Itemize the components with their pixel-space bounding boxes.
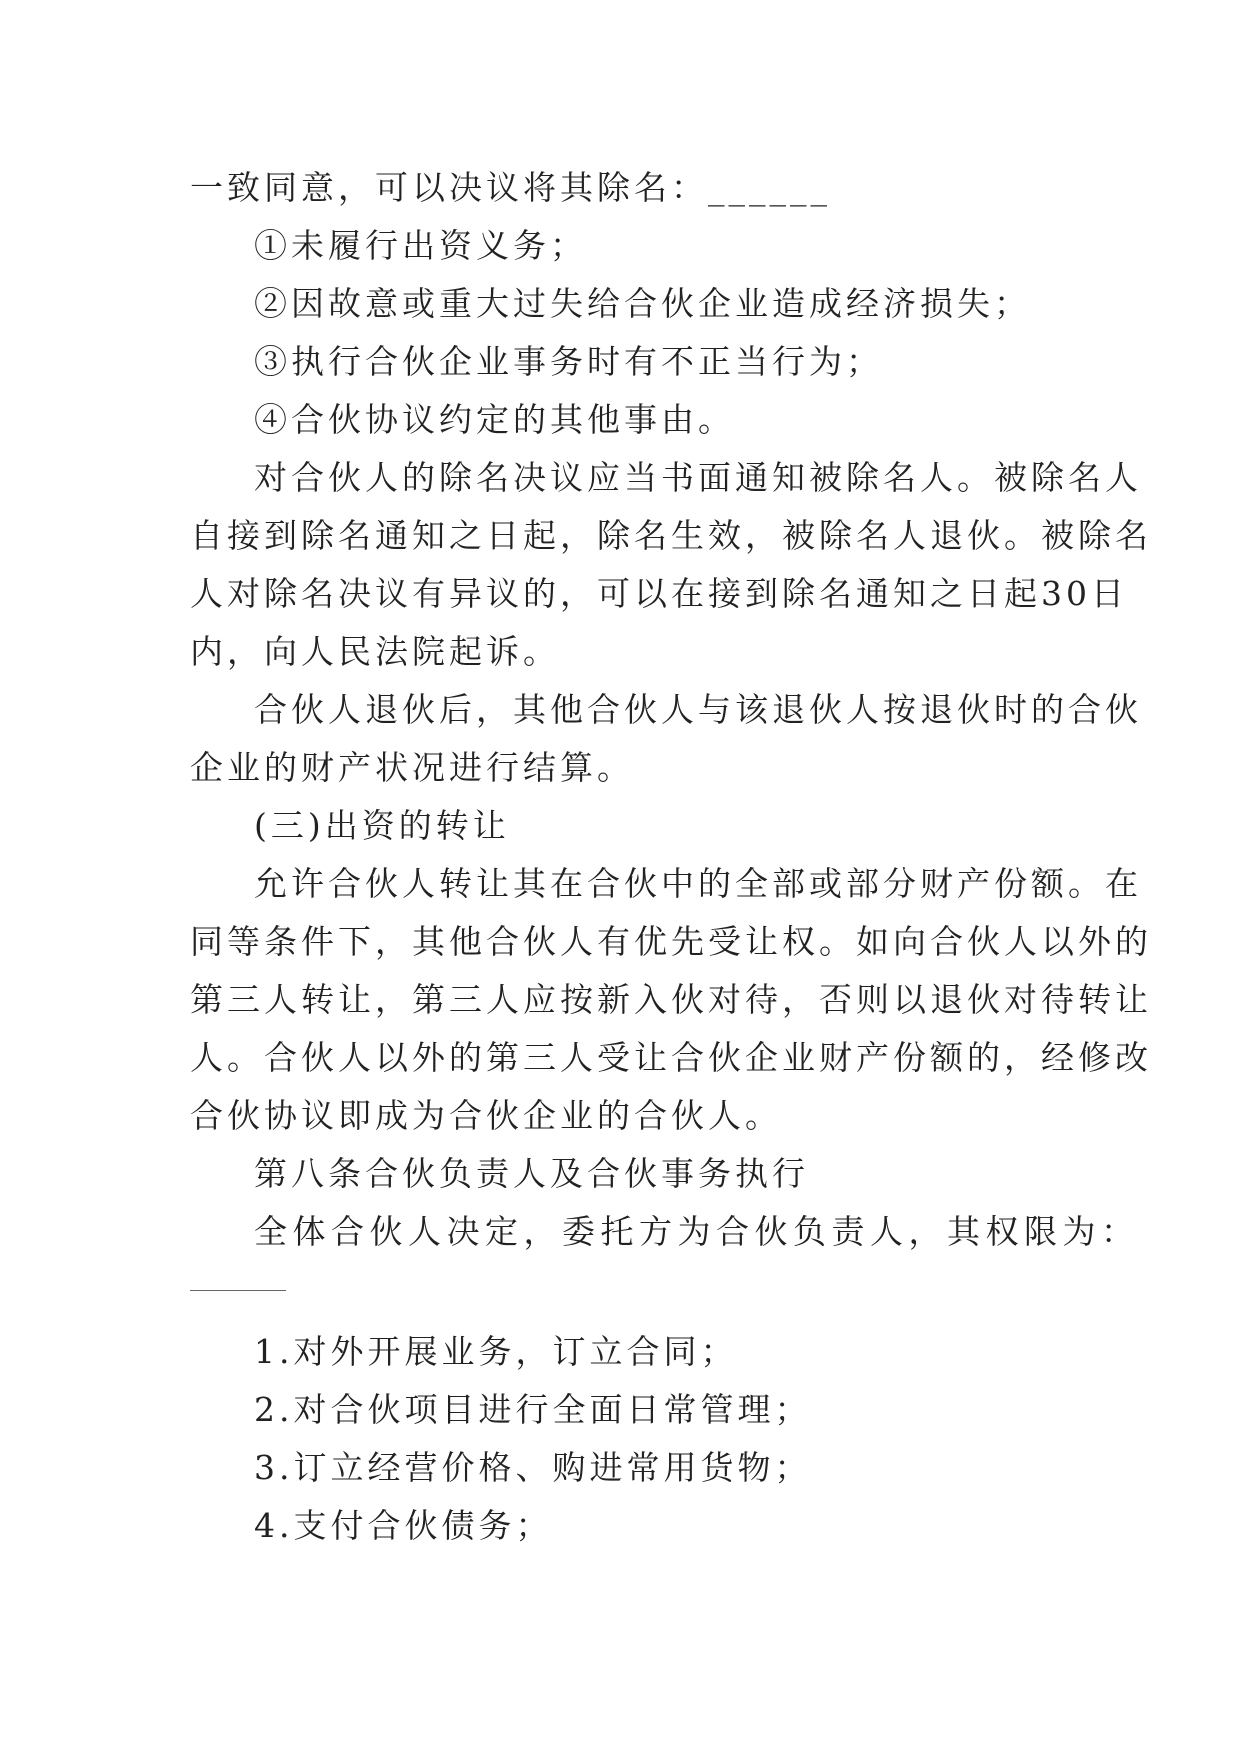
- list-item: 2.对合伙项目进行全面日常管理；: [254, 1390, 812, 1429]
- list-item: ①未履行出资义务；: [254, 226, 587, 265]
- list-item: ③执行合伙企业事务时有不正当行为；: [254, 342, 883, 381]
- paragraph-line: 对合伙人的除名决议应当书面通知被除名人。被除名人: [254, 458, 1142, 497]
- paragraph-line: 一致同意，可以决议将其除名：______: [190, 168, 831, 207]
- list-item: 1.对外开展业务，订立合同；: [254, 1332, 738, 1371]
- paragraph-line: 人对除名决议有异议的，可以在接到除名通知之日起30日: [190, 574, 1128, 613]
- paragraph-line: 人。合伙人以外的第三人受让合伙企业财产份额的，经修改: [190, 1038, 1152, 1077]
- list-item: ②因故意或重大过失给合伙企业造成经济损失；: [254, 284, 1031, 323]
- list-item: ④合伙协议约定的其他事由。: [254, 400, 735, 439]
- paragraph-line: 合伙协议即成为合伙企业的合伙人。: [190, 1096, 782, 1135]
- article-heading: 第八条合伙负责人及合伙事务执行: [254, 1154, 809, 1193]
- paragraph-line: 允许合伙人转让其在合伙中的全部或部分财产份额。在: [254, 864, 1142, 903]
- footnote-separator: [190, 1290, 286, 1291]
- paragraph-line: 全体合伙人决定，委托方为合伙负责人，其权限为：: [254, 1212, 1140, 1251]
- paragraph-line: 第三人转让，第三人应按新入伙对待，否则以退伙对待转让: [190, 980, 1152, 1019]
- paragraph-line: 同等条件下，其他合伙人有优先受让权。如向合伙人以外的: [190, 922, 1152, 961]
- paragraph-line: 合伙人退伙后，其他合伙人与该退伙人按退伙时的合伙: [254, 690, 1142, 729]
- paragraph-line: 自接到除名通知之日起，除名生效，被除名人退伙。被除名: [190, 516, 1152, 555]
- paragraph-line: 企业的财产状况进行结算。: [190, 748, 634, 787]
- section-heading: (三)出资的转让: [254, 806, 510, 845]
- paragraph-line: 内，向人民法院起诉。: [190, 632, 560, 671]
- list-item: 3.订立经营价格、购进常用货物；: [254, 1448, 812, 1487]
- list-item: 4.支付合伙债务；: [254, 1506, 553, 1545]
